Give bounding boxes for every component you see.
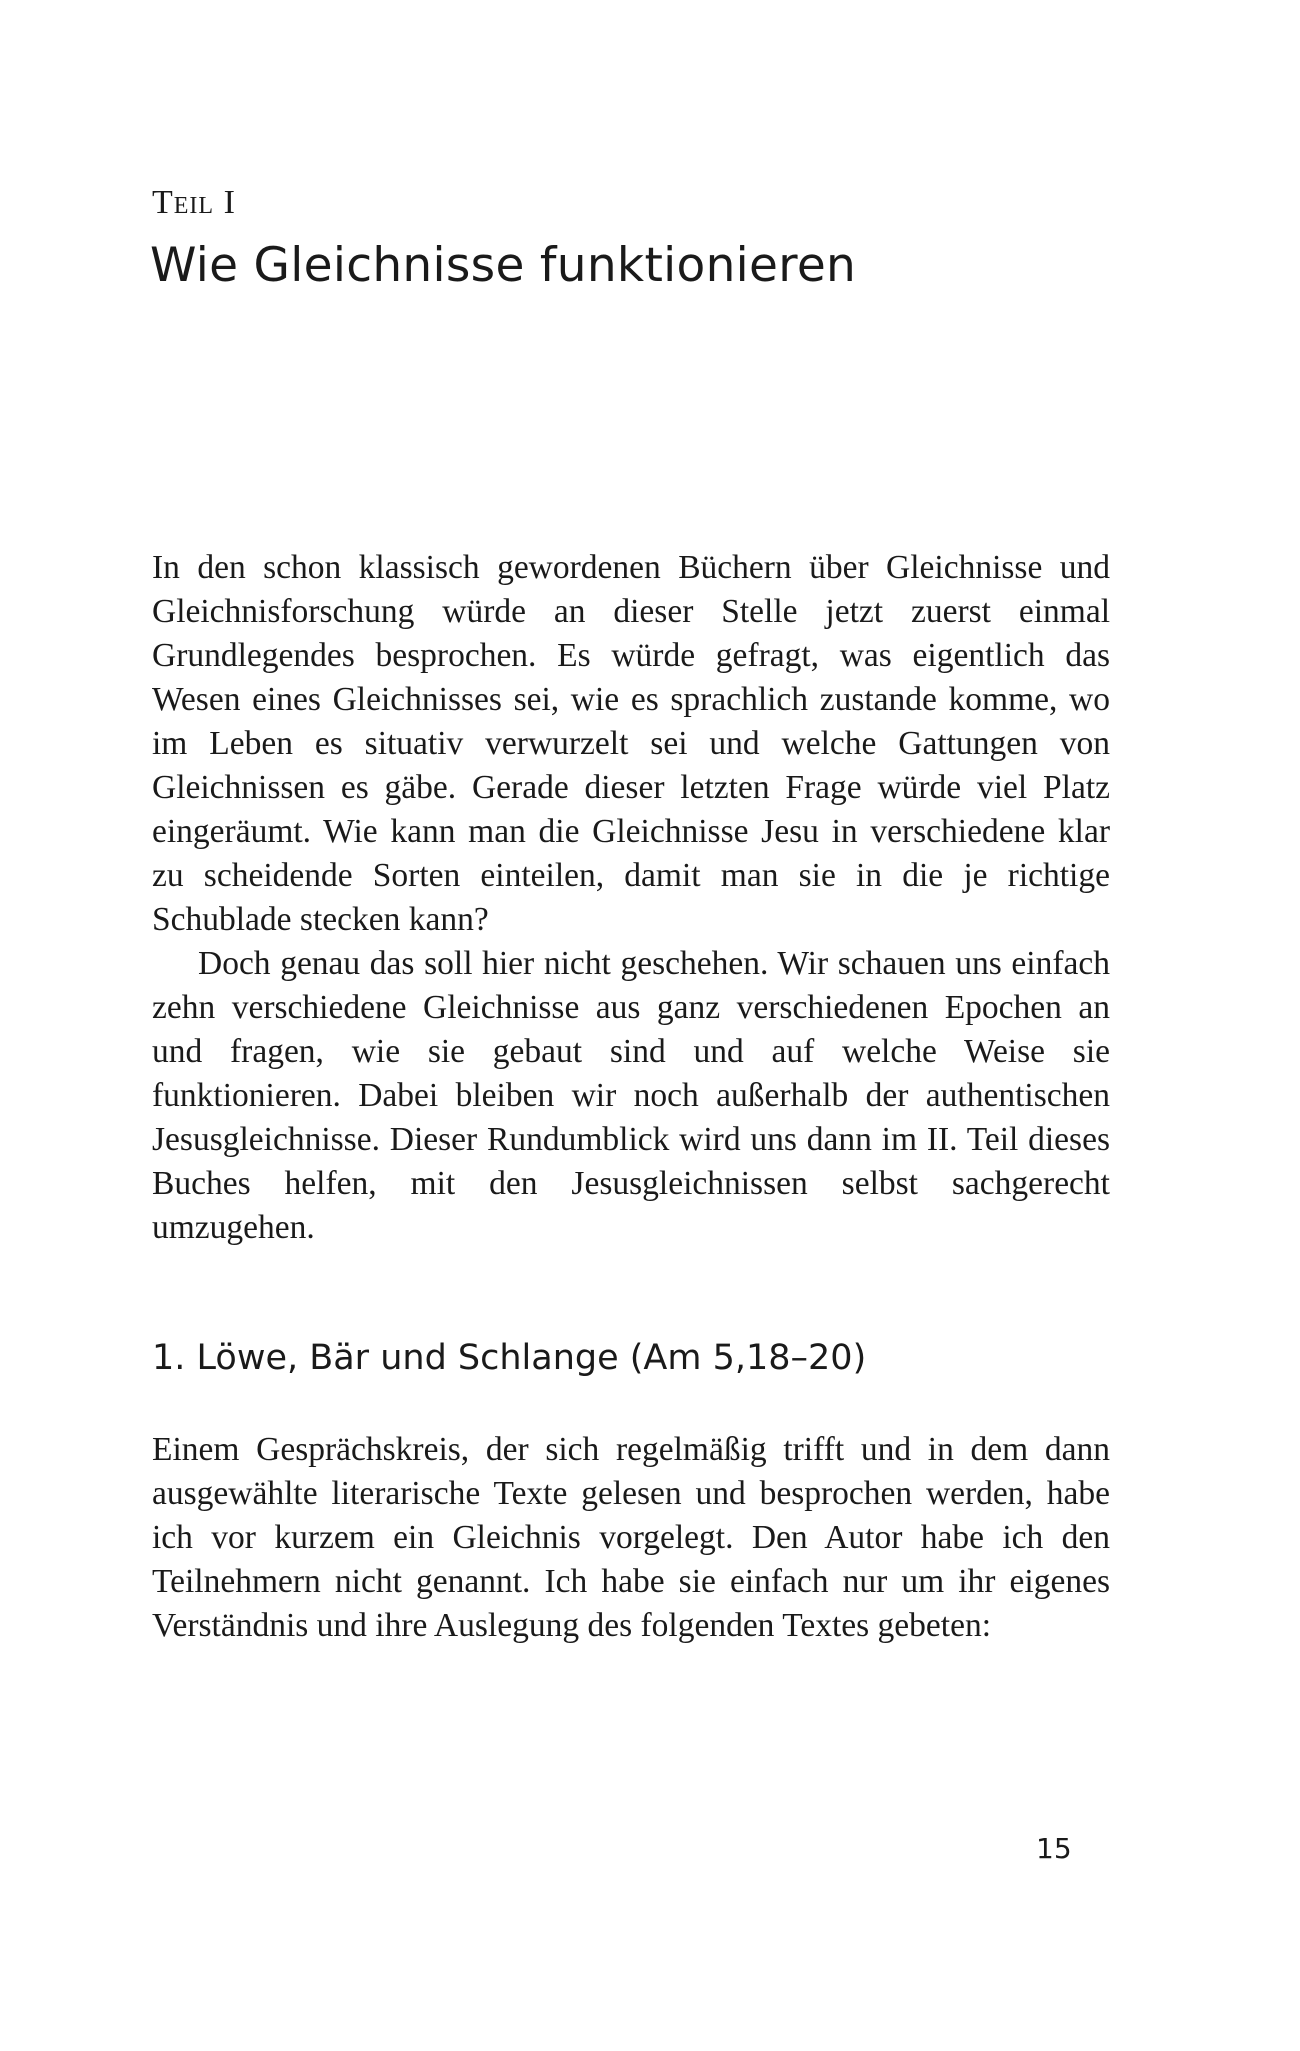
section-paragraph-1: Einem Gesprächskreis, der sich regelmäßig trifft und in dem dann ausgewählte literarische Texte gelesen und besprochen werden, habe ich vor kurzem ein Gleichnis vorgelegt. Den Autor habe ich den Teilnehmern nicht genannt. Ich habe sie einfach nur um ihr eigenes Verständnis und ihre Auslegung des folgenden Textes gebeten: xyxy=(152,1431,1110,1644)
intro-paragraph-2: Doch genau das soll hier nicht geschehen. Wir schauen uns einfach zehn verschiedene Gleichnisse aus ganz verschiedenen Epochen an und fragen, wie sie gebaut sind und auf welche Weise sie funktionieren. Dabei bleiben wir noch außerhalb der authentischen Jesusgleichnisse. Dieser Rundumblick wird uns dann im II. Teil dieses Buches helfen, mit den Jesusgleichnissen selbst sachgerecht umzugehen. xyxy=(152,945,1110,1246)
intro-text xyxy=(152,546,1110,1250)
part-title: Wie Gleichnisse funktionieren xyxy=(150,238,857,293)
part-label: Teil I xyxy=(152,184,236,221)
section-text xyxy=(152,1428,1110,1648)
page-number: 15 xyxy=(1036,1832,1072,1865)
intro-paragraph-1: In den schon klassisch gewordenen Büchern über Gleichnisse und Gleichnisforschung würde an dieser Stelle jetzt zuerst einmal Grundlegendes besprochen. Es würde gefragt, was eigentlich das Wesen eines Gleichnisses sei, wie es sprachlich zustande komme, wo im Leben es situativ verwurzelt sei und welche Gattungen von Gleichnissen es gäbe. Gerade dieser letzten Frage würde viel Platz eingeräumt. Wie kann man die Gleichnisse Jesu in verschiedene klar zu scheidende Sorten einteilen, damit man sie in die je richtige Schublade stecken kann? xyxy=(152,549,1110,938)
section-heading: 1. Löwe, Bär und Schlange (Am 5,18–20) xyxy=(152,1338,867,1378)
